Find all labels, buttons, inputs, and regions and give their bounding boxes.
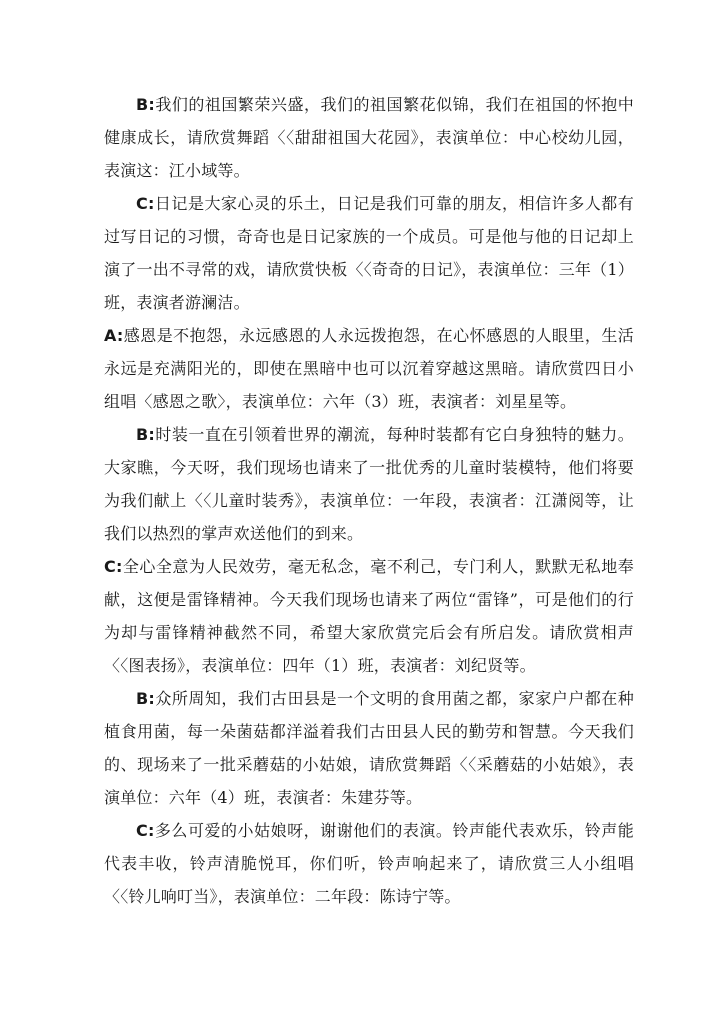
speaker-label: C: xyxy=(136,821,155,840)
paragraph-2 xyxy=(104,187,634,319)
speaker-label: B: xyxy=(136,425,155,444)
paragraph-5 xyxy=(104,550,634,682)
paragraph-text: 全心全意为人民效劳，毫无私念，毫不利己，专门利人，默默无私地奉献，这便是雷锋精神。今天我们现场也请来了两位“雷锋”，可是他们的行为却与雷锋精神截然不同，希望大家欣赏完后会有所启发。请欣赏相声〈〈图表扬》，表演单位：四年（1）班，表演者：刘纪贤等。 xyxy=(104,557,634,675)
speaker-label: A: xyxy=(104,326,124,345)
paragraph-text: 日记是大家心灵的乐土，日记是我们可靠的朋友，相信许多人都有过写日记的习惯，奇奇也是日记家族的一个成员。可是他与他的日记却上演了一出不寻常的戏，请欣赏快板〈〈奇奇的日记》，表演单位：三年（1）班，表演者游澜洁。 xyxy=(104,194,634,312)
paragraph-text: 感恩是不抱怨，永远感恩的人永远拨抱怨，在心怀感恩的人眼里，生活永远是充满阳光的，即使在黑暗中也可以沉着穿越这黑暗。请欣赏四日小组唱〈感恩之歌〉，表演单位：六年（3）班，表演者：刘星星等。 xyxy=(104,326,634,411)
paragraph-6 xyxy=(104,682,634,814)
paragraph-text: 我们的祖国繁荣兴盛，我们的祖国繁花似锦，我们在祖国的怀抱中健康成长，请欣赏舞蹈〈〈甜甜祖国大花园》，表演单位：中心校幼儿园，表演这：江小域等。 xyxy=(104,95,634,180)
paragraph-text: 众所周知，我们古田县是一个文明的食用菌之都，家家户户都在种植食用菌，每一朵菌菇都洋溢着我们古田县人民的勤劳和智慧。今天我们的、现场来了一批采蘑菇的小姑娘，请欣赏舞蹈〈〈采蘑菇的小姑娘》，表演单位：六年（4）班，表演者：朱建芬等。 xyxy=(104,689,634,807)
speaker-label: C: xyxy=(104,557,123,576)
paragraph-text: 时装一直在引领着世界的潮流，每种时装都有它白身独特的魅力。大家瞧，今天呀，我们现场也请来了一批优秀的儿童时装模特，他们将要为我们献上〈〈儿童时装秀》，表演单位：一年段，表演者：江潇阅等，让我们以热烈的掌声欢送他们的到来。 xyxy=(104,425,634,543)
paragraph-text: 多么可爱的小姑娘呀，谢谢他们的表演。铃声能代表欢乐，铃声能代表丰收，铃声清脆悦耳，你们听，铃声响起来了，请欣赏三人小组唱〈〈铃儿响叮当》，表演单位：二年段：陈诗宁等。 xyxy=(104,821,634,906)
speaker-label: C: xyxy=(136,194,155,213)
paragraph-4 xyxy=(104,418,634,550)
paragraph-1 xyxy=(104,88,634,187)
speaker-label: B: xyxy=(136,95,155,114)
paragraph-7 xyxy=(104,814,634,913)
paragraph-3 xyxy=(104,319,634,418)
speaker-label: B: xyxy=(136,689,155,708)
